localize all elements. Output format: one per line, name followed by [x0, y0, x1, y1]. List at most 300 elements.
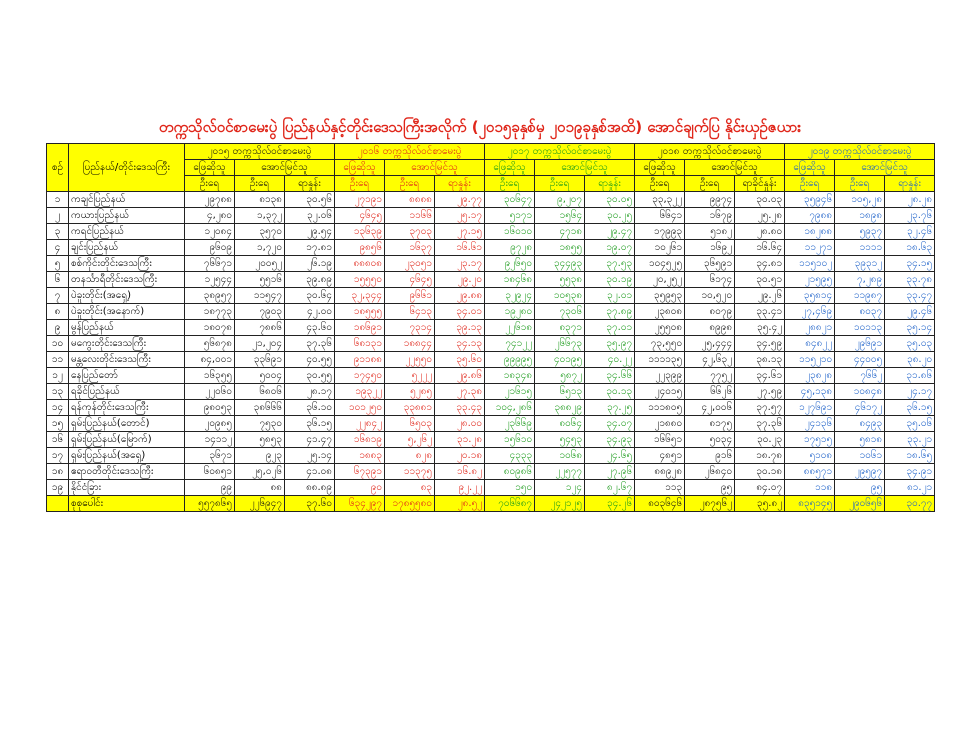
cell-value: ၃၄.၉၁ — [885, 464, 935, 480]
cell-value: ၂၅.၁၇ — [435, 208, 485, 224]
cell-value: ၃၀.၁၃ — [585, 384, 635, 400]
cell-value: ၆၄၁၃ — [385, 304, 435, 320]
cell-value: ၁၀၄,၂၈၆ — [485, 400, 535, 416]
cell-value: ၄၀၁၉၅ — [535, 352, 585, 368]
header-count: ဦးရေ — [635, 176, 685, 192]
cell-value: ၉၈၅၆ — [335, 240, 385, 256]
table-row — [47, 416, 935, 432]
cell-value: ၅၈၅၃ — [235, 432, 285, 448]
row-number: ၆ — [47, 272, 69, 288]
cell-value: ၈၈.၈၉ — [285, 480, 335, 496]
region-name: မွန်ပြည်နယ် — [69, 320, 185, 336]
header-sat: ဖြေဆိုသူ — [785, 160, 835, 176]
row-number: ၁၈ — [47, 464, 69, 480]
cell-value: ၄၁.၄၇ — [285, 432, 335, 448]
header-year-2015: ၂၀၁၅ တက္ကသိုလ်ဝင်စာမေးပွဲ — [185, 144, 335, 160]
cell-value: ၄၃၃၃ — [485, 448, 535, 464]
cell-value: ၄၆၄၅ — [385, 272, 435, 288]
cell-value: ၈၃၇၁ — [535, 320, 585, 336]
row-number: ၄ — [47, 240, 69, 256]
cell-value: ၃၈၆၆၆ — [235, 400, 285, 416]
cell-value: ၁၀၄၅၂၅ — [635, 256, 685, 272]
cell-value: ၁၆၃၅၅ — [185, 368, 235, 384]
cell-value: ၂၄၁၃၆ — [785, 416, 835, 432]
row-number: ၅ — [47, 256, 69, 272]
cell-value: ၂၇.၉၆ — [585, 464, 635, 480]
row-number: ၂ — [47, 208, 69, 224]
cell-value: ၁၁၆၆ — [385, 208, 435, 224]
cell-value: ၇၉၀၃ — [235, 304, 285, 320]
cell-value: ၈၈၅၇၁ — [785, 464, 835, 480]
cell-value: ၅၀၀၄ — [235, 368, 285, 384]
cell-value: ၉၈၀၅၃ — [185, 400, 235, 416]
cell-value: ၁၁၅၁၀၂ — [785, 256, 835, 272]
cell-value: ၃၆.၁၀ — [285, 400, 335, 416]
cell-value: ၁၈၀၇၈ — [185, 320, 235, 336]
cell-value: ၉၂၃ — [235, 448, 285, 464]
region-name: ဧရာဝတီတိုင်းဒေသကြီး — [69, 464, 185, 480]
cell-value: ၁၉၃၂၂ — [335, 384, 385, 400]
table-row — [47, 352, 935, 368]
cell-value: ၂၆၆၇၃ — [535, 336, 585, 352]
cell-value: ၉၁၁၈၈ — [335, 352, 385, 368]
row-number: ၉ — [47, 320, 69, 336]
cell-value: ၂၃.၇၆ — [885, 208, 935, 224]
table-row — [47, 272, 935, 288]
cell-value: ၁၂၇၆၉၁ — [785, 400, 835, 416]
cell-value: ၄၂.၀၀ — [285, 304, 335, 320]
cell-value: ၆၇၃၉၁ — [335, 464, 385, 480]
page-title: တက္ကသိုလ်ဝင်စာမေးပွဲ ပြည်နယ်နှင့်တိုင်းဒေသကြီးအလိုက် (၂၀၁၅ခုနှစ်မှ ၂၀၁၉ခုနှစ်အထိ) အောင်ချက်ပြ နိုင်းယှဉ်ဇယား — [158, 118, 802, 136]
results-table — [46, 143, 935, 512]
cell-value: ၃၀.၅၅ — [285, 368, 335, 384]
cell-value: ၁၈၉၈ — [835, 208, 885, 224]
cell-value: ၂၈.၁၇ — [285, 384, 335, 400]
cell-value: ၃၆.၁၅ — [885, 400, 935, 416]
cell-value: ၃၇.၂၅ — [585, 400, 635, 416]
cell-value: ၃၄.၀၁ — [435, 304, 485, 320]
header-sat: ဖြေဆိုသူ — [335, 160, 385, 176]
cell-value: ၃၃.၄၇ — [885, 288, 935, 304]
cell-value: ၄၆၁၇၂ — [835, 400, 885, 416]
table-row — [47, 400, 935, 416]
cell-value: ၃၄.၈၁ — [735, 256, 785, 272]
header-count2: ဦးရေ — [535, 176, 585, 192]
cell-value: ၁၆၈၁၉ — [335, 432, 385, 448]
cell-value: ၁၁၅၄၇ — [235, 288, 285, 304]
cell-value: ၂၃၀၅၁ — [385, 256, 435, 272]
cell-value: ၅၂၈၅ — [385, 384, 435, 400]
row-number: ၁၇ — [47, 448, 69, 464]
cell-value: ၅၅၁၆ — [235, 272, 285, 288]
header-sat: ဖြေဆိုသူ — [485, 160, 535, 176]
cell-value: ၃၅.၄၂ — [735, 320, 785, 336]
cell-value: ၂၈.၈၀ — [735, 224, 785, 240]
cell-value: ၃၀.၅၁ — [735, 272, 785, 288]
table-row — [47, 320, 935, 336]
row-number: ၁၀ — [47, 336, 69, 352]
header-year-2016: ၂၀၁၆ တက္ကသိုလ်ဝင်စာမေးပွဲ — [335, 144, 485, 160]
table-row — [47, 480, 935, 496]
cell-value: ၇,၂၈၉ — [835, 272, 885, 288]
cell-value: ၁၆၆၅၁ — [635, 432, 685, 448]
cell-value: ၁၈၆၉၁ — [335, 320, 385, 336]
header-count: ဦးရေ — [485, 176, 535, 192]
region-name: မကွေးတိုင်းဒေသကြီး — [69, 336, 185, 352]
total-row — [47, 496, 935, 512]
cell-value: ၄၃.၆၀ — [285, 320, 335, 336]
region-name: ချင်းပြည်နယ် — [69, 240, 185, 256]
cell-value: ၁၀,၅၂၀ — [685, 288, 735, 304]
cell-value: ၂၂၅၅၀ — [385, 352, 435, 368]
cell-value: ၉၁၆ — [685, 448, 735, 464]
cell-value: ၁၀၆၈ — [535, 448, 585, 464]
cell-value: ၂၂၅၇၇ — [535, 464, 585, 480]
cell-value: ၂၁၅၉၅ — [785, 272, 835, 288]
cell-value: ၇၆၆၂ — [835, 368, 885, 384]
region-name: ရှမ်းပြည်နယ်(မြောက်) — [69, 432, 185, 448]
cell-value: ၂၁၈၈၀ — [635, 416, 685, 432]
header-count2: ဦးရေ — [385, 176, 435, 192]
cell-value: ၁၀၆၁ — [835, 448, 885, 464]
cell-value: ၃၃၆၉၁ — [235, 352, 285, 368]
cell-value: ၃၇.၅၇ — [735, 400, 785, 416]
cell-value: ၃၈.၁၃ — [735, 352, 785, 368]
cell-value: ၉၆၀၉ — [185, 240, 235, 256]
cell-value: ၃၉၃၁၂ — [835, 256, 885, 272]
cell-value: ၇၃၀၆ — [535, 304, 585, 320]
cell-value: ၃၇.၃၆ — [285, 336, 335, 352]
cell-value: ၃၉.၁၃ — [435, 320, 485, 336]
cell-value: ၇၄၁၂၂ — [485, 336, 535, 352]
cell-value: ၁၅၅၅၀ — [335, 272, 385, 288]
cell-value: ၁၈.၆၃ — [885, 240, 935, 256]
cell-value: ၂၀၉၈၅ — [185, 416, 235, 432]
cell-value: ၃၇.၃၆ — [735, 416, 785, 432]
cell-value: ၁၂၄ — [535, 480, 585, 496]
cell-value: ၅၄၅၃ — [535, 432, 585, 448]
cell-value: ၃၃,၃၂၂ — [635, 192, 685, 208]
region-name: ကရင်ပြည်နယ် — [69, 224, 185, 240]
cell-value: ၂၂၆၁၈ — [485, 320, 535, 336]
cell-value: ၃၃.၄၁ — [735, 304, 785, 320]
cell-value: ၃၈.၂၀ — [885, 352, 935, 368]
cell-value: ၂၀၀၅၂ — [235, 256, 285, 272]
cell-value: ၂၃၈၂၈ — [785, 368, 835, 384]
cell-value: ၁၀၁၁၃ — [835, 320, 885, 336]
cell-value: ၁၆.၆၄ — [735, 240, 785, 256]
cell-value: ၂၂၈၄၂ — [335, 416, 385, 432]
cell-value: ၄၀.၂၂ — [585, 352, 635, 368]
cell-value: ၁၈၂၈၈ — [785, 224, 835, 240]
table-row — [47, 224, 935, 240]
cell-value: ၈၄၈၂၂ — [785, 336, 835, 352]
table-row — [47, 256, 935, 272]
header-year-2017: ၂၀၁၇ တက္ကသိုလ်ဝင်စာမေးပွဲ — [485, 144, 635, 160]
cell-value: ၃၅.၀၆ — [885, 416, 935, 432]
cell-value: ၁၅၆၁၀ — [485, 432, 535, 448]
cell-value: ၁၆၉၂ — [685, 240, 735, 256]
cell-value: ၃၉.၈၉ — [285, 272, 335, 288]
cell-value: ၅၁၈၂ — [685, 224, 735, 240]
cell-value: ၆၈၁၃၁ — [335, 336, 385, 352]
cell-value: ၁၀၈၄၈ — [835, 384, 885, 400]
cell-value: ၈၄,၀၀၁ — [185, 352, 235, 368]
cell-value: ၁၆၃၇ — [385, 240, 435, 256]
cell-value: ၃၆၅၉၁ — [685, 256, 735, 272]
header-pct: ရာနှုန်း — [885, 176, 935, 192]
cell-value: ၄၈၅၁ — [635, 448, 685, 464]
cell-value: ၃၅.၈၂ — [735, 496, 785, 512]
region-name: ရန်ကုန်တိုင်းဒေသကြီး — [69, 400, 185, 416]
cell-value: ၂၈.၀၀ — [435, 416, 485, 432]
cell-value: ၅၁၇၁ — [485, 208, 535, 224]
cell-value: ၈၈ — [235, 480, 285, 496]
cell-value: ၃၂၉၂၄ — [485, 288, 535, 304]
cell-value: ၂၇၁၉၁ — [335, 192, 385, 208]
cell-value: ၁၈.၆၅ — [885, 448, 935, 464]
region-name: ရှမ်းပြည်နယ်(အရှေ့) — [69, 448, 185, 464]
cell-value: ၉၇၂၈ — [485, 240, 535, 256]
region-name: ရှမ်းပြည်နယ်(တောင်) — [69, 416, 185, 432]
cell-value: ၁၁၉၈၇ — [835, 288, 885, 304]
cell-value: ၆၁၇၄ — [685, 272, 735, 288]
cell-value: ၁၇၅၁၅ — [785, 432, 835, 448]
cell-value: ၅၈၇၂ — [535, 368, 585, 384]
cell-value: ၅၉၃၇ — [835, 224, 885, 240]
cell-value: ၃၀.၅၆ — [285, 192, 335, 208]
cell-value: ၁၃၆၃၉ — [335, 224, 385, 240]
cell-value: ၃၀.၀၃ — [735, 192, 785, 208]
cell-value: ၁၈၇၇၃ — [185, 304, 235, 320]
cell-value: ၄၂,၆၃၂ — [685, 352, 735, 368]
cell-value: ၃၇၀၃ — [385, 224, 435, 240]
cell-value: ၅၁၀၈ — [785, 448, 835, 464]
cell-value: ၁၁၂၇၁ — [785, 240, 835, 256]
header-sat: ဖြေဆိုသူ — [185, 160, 235, 176]
header-sat: ဖြေဆိုသူ — [635, 160, 685, 176]
cell-value: ၈၈၉၂၈ — [635, 464, 685, 480]
cell-value: ၃၄.၉၃ — [585, 432, 635, 448]
table-row — [47, 240, 935, 256]
cell-value: ၂၉.၄၆ — [885, 304, 935, 320]
cell-value: ၂၈၈၂၁ — [785, 320, 835, 336]
cell-value: ၅၆၈၇၈ — [185, 336, 235, 352]
cell-value: ၆၈၀၆ — [235, 384, 285, 400]
cell-value: ၁၇၄၅၀ — [335, 368, 385, 384]
region-name: ရခိုင်ပြည်နယ် — [69, 384, 185, 400]
cell-value: ၁၅၆၄ — [535, 208, 585, 224]
cell-value: ၃၃.၄၃ — [435, 400, 485, 416]
cell-value: ၂၇.၅၉ — [735, 384, 785, 400]
cell-value: ၃၄.၁၅ — [885, 256, 935, 272]
cell-value: ၁၉၂၈၀ — [485, 304, 535, 320]
header-year-2019: ၂၀၁၉ တက္ကသိုလ်ဝင်စာမေးပွဲ — [785, 144, 935, 160]
cell-value: ၃၂.၄၆ — [885, 224, 935, 240]
cell-value: ၂၉၇၈၈ — [185, 192, 235, 208]
header-passed: အောင်မြင်သူ — [235, 160, 335, 176]
cell-value: ၃၄.၆၁ — [735, 368, 785, 384]
cell-value: ၄၅,၁၃၈ — [785, 384, 835, 400]
cell-value: ၂၉.၇၇ — [435, 192, 485, 208]
cell-value: ၃၅၉၅၃ — [635, 288, 685, 304]
header-count2: ဦးရေ — [835, 176, 885, 192]
cell-value: ၆၆၄၁ — [635, 208, 685, 224]
cell-value: ၇၆၆၇၁ — [185, 256, 235, 272]
cell-value: ၁၀၂၆၁ — [635, 240, 685, 256]
cell-value: ၃၈၈၂၉ — [535, 400, 585, 416]
cell-value: ၃၅၇၀ — [235, 224, 285, 240]
cell-value: ၂၉.၂၆ — [735, 288, 785, 304]
region-name: စုစုပေါင်း — [69, 496, 185, 512]
cell-value: ၉၉၇၄ — [685, 192, 735, 208]
cell-value: ၂၅,၄၄၄ — [685, 336, 735, 352]
cell-value: ၂၈.၂၈ — [885, 192, 935, 208]
cell-value: ၂၄.၁၇ — [885, 384, 935, 400]
cell-value: ၉၉၉၉၅ — [485, 352, 535, 368]
cell-value: ၆၃၄၂၉၇ — [335, 496, 385, 512]
cell-value: ၂၈.၅၂ — [435, 496, 485, 512]
cell-value: ၆၅၀၃ — [385, 416, 435, 432]
cell-value: ၁၆.၆၁ — [435, 240, 485, 256]
cell-value: ၃၀.၆၄ — [285, 288, 335, 304]
row-number: ၃ — [47, 224, 69, 240]
cell-value: ၃၅.၀၃ — [885, 336, 935, 352]
cell-value: ၅၈၁၈ — [835, 432, 885, 448]
cell-value: ၂၆၈၄၀ — [685, 464, 735, 480]
row-number: ၁၂ — [47, 368, 69, 384]
cell-value: ၁၂၅၄၄ — [185, 272, 235, 288]
cell-value: ၄,၂၈၀ — [185, 208, 235, 224]
region-name: စစ်ကိုင်းတိုင်းဒေသကြီး — [69, 256, 185, 272]
cell-value: ၁၉.၀၇ — [585, 240, 635, 256]
region-name: ကချင်ပြည်နယ် — [69, 192, 185, 208]
cell-value: ၃၄.၁၃ — [435, 336, 485, 352]
cell-value: ၂၉.၂၀ — [435, 272, 485, 288]
cell-value: ၈၃၅၁၄၅ — [785, 496, 835, 512]
cell-value: ၃၂,၃၄၄ — [335, 288, 385, 304]
cell-value: ၂၁၆၁၅ — [485, 384, 535, 400]
cell-value: ၁၈၅၅ — [535, 240, 585, 256]
cell-value: ၁၂၀၈၄ — [185, 224, 235, 240]
cell-value: ၁၇၈၅၅၈၀ — [385, 496, 435, 512]
cell-value: ၁၈.၇၈ — [735, 448, 785, 464]
header-pct: ရာနှုန်း — [585, 176, 635, 192]
cell-value: ၁၇.၈၁ — [285, 240, 335, 256]
row-number: ၁၃ — [47, 384, 69, 400]
cell-value: ၄၆၄၅ — [335, 208, 385, 224]
cell-value: ၂၂၃၉၉ — [635, 368, 685, 384]
header-pct: ရာနှုန်း — [435, 176, 485, 192]
cell-value: ၆၆၂၆ — [685, 384, 735, 400]
cell-value: ၁၁၃၇၅ — [385, 464, 435, 480]
header-pct: ရာခိုင်နှုန်း — [735, 176, 785, 192]
cell-value: ၂၃၆၆၉ — [485, 416, 535, 432]
header-count2: ဦးရေ — [685, 176, 735, 192]
cell-value: ၇၀၆၆၈၇ — [485, 496, 535, 512]
cell-value: ၈၀၇၉ — [685, 304, 735, 320]
cell-value: ၈၁.၂၁ — [885, 480, 935, 496]
cell-value: ၇၃၁၄ — [385, 320, 435, 336]
cell-value: ၃၀.၁၉ — [585, 272, 635, 288]
cell-value: ၁၁၃ — [635, 480, 685, 496]
cell-value: ၁၁၁၈၀၅ — [635, 400, 685, 416]
cell-value: ၃၄.၅၉ — [735, 336, 785, 352]
cell-value: ၄၂,၀၀၆ — [685, 400, 735, 416]
cell-value: ၈၀၉၈၆ — [485, 464, 535, 480]
cell-value: ၂၁,၂၀၄ — [235, 336, 285, 352]
header-passed: အောင်မြင်သူ — [385, 160, 485, 176]
header-region: ပြည်နယ်/တိုင်းဒေသကြီး — [69, 144, 185, 192]
cell-value: ၁၁၁၁၃၅ — [635, 352, 685, 368]
cell-value: ၂၇.၁၅ — [435, 224, 485, 240]
cell-value: ၂၈၇၅၆၂ — [685, 496, 735, 512]
row-number: ၁၉ — [47, 480, 69, 496]
cell-value: ၂၉.၈၈ — [435, 288, 485, 304]
cell-value: ၂၉၀၆၅၆ — [835, 496, 885, 512]
cell-value: ၈၀၃၆၄၆ — [635, 496, 685, 512]
cell-value: ၃၇.၅၃ — [585, 256, 635, 272]
region-name: နေပြည်တော် — [69, 368, 185, 384]
cell-value: ၈၂.၆၇ — [585, 480, 635, 496]
cell-value: ၁၀၅၃၈ — [535, 288, 585, 304]
cell-value: ၁၈၅၅၅ — [335, 304, 385, 320]
cell-value: ၂၉၆၉၁ — [835, 336, 885, 352]
table-row — [47, 448, 935, 464]
cell-value: ၂၃၈၀၈ — [635, 304, 685, 320]
cell-value: ၂၅၅၀၈ — [635, 320, 685, 336]
cell-value: ၅၀၃၄ — [685, 432, 735, 448]
cell-value: ၁၅၀ — [485, 480, 535, 496]
cell-value: ၈၀၆၄ — [535, 416, 585, 432]
region-name: တနင်္သာရီတိုင်းဒေသကြီး — [69, 272, 185, 288]
cell-value: ၉၀ — [335, 480, 385, 496]
cell-value: ၉,၂၀၇ — [535, 192, 585, 208]
cell-value: ၁၇၉၉၃ — [635, 224, 685, 240]
cell-value: ၄၄၀၀၅ — [835, 352, 885, 368]
cell-value: ၃၀.၀၅ — [585, 192, 635, 208]
cell-value: ၃၁.၈၆ — [885, 368, 935, 384]
cell-value: ၃၀.၇၇ — [885, 496, 935, 512]
cell-value: ၁၈၈၃ — [335, 448, 385, 464]
cell-value: ၁၄၁၁၂ — [185, 432, 235, 448]
cell-value: ၃၅.၉၇ — [585, 336, 635, 352]
header-count: ဦးရေ — [335, 176, 385, 192]
cell-value: ၃၂.၀၆ — [285, 208, 335, 224]
cell-value: ၁၈၃၄၈ — [485, 368, 535, 384]
cell-value: ၂၅.၁၄ — [285, 448, 335, 464]
cell-value: ၇၇၅၂ — [685, 368, 735, 384]
cell-value: ၁၁၈ — [785, 480, 835, 496]
header-passed: အောင်မြင်သူ — [535, 160, 635, 176]
cell-value: ၂၀.၁၈ — [435, 448, 485, 464]
cell-value: ၁,၇၂၀ — [235, 240, 285, 256]
row-number: ၁၆ — [47, 432, 69, 448]
table-row — [47, 192, 935, 208]
table-row — [47, 288, 935, 304]
cell-value: ၃၀.၂၅ — [585, 208, 635, 224]
header-count: ဦးရေ — [785, 176, 835, 192]
header-pct: ရာနှုန်း — [285, 176, 335, 192]
cell-value: ၂၉.၄၇ — [585, 224, 635, 240]
cell-value: ၈၀၃၇ — [835, 304, 885, 320]
cell-value: ၃၀၆၄၇ — [485, 192, 535, 208]
cell-value: ၇၃,၅၅၀ — [635, 336, 685, 352]
cell-value: ၉၅ — [835, 480, 885, 496]
cell-value: ၄၁.၀၈ — [285, 464, 335, 480]
cell-value: ၂၉.၈၆ — [435, 368, 485, 384]
cell-value: ၇၈၈၆ — [235, 320, 285, 336]
